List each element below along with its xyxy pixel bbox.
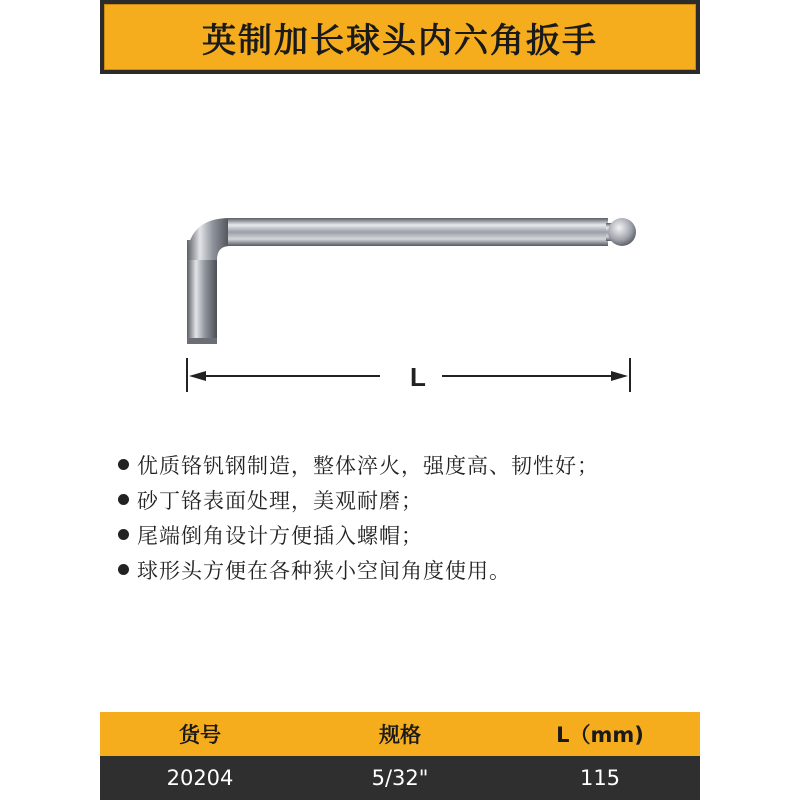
feature-item [118,517,718,552]
feature-text: 球形头方便在各种狭小空间角度使用。 [137,558,511,583]
bullet-icon [118,564,129,575]
hex-key-long-arm [228,218,608,246]
header-spec: 规格 [379,723,421,747]
feature-item [118,482,718,517]
hex-key-illustration [170,200,650,400]
header-length: L（mm) [556,723,644,747]
feature-item [118,447,718,482]
feature-text: 优质铬钒钢制造，整体淬火，强度高、韧性好； [137,453,599,478]
spec-table-header [100,712,700,756]
title-banner [100,0,700,74]
table-row [100,756,700,800]
cell-item-number: 20204 [166,766,234,790]
feature-list [118,447,718,587]
hex-key-ball-end [608,218,636,246]
cell-spec: 5/32" [371,766,429,790]
spec-table [100,712,700,800]
hex-key-bend [187,218,230,260]
feature-text: 尾端倒角设计方便插入螺帽； [137,523,423,548]
dimension-line [187,358,630,392]
feature-item [118,552,718,587]
dimension-label: L [410,362,426,392]
bullet-icon [118,459,129,470]
bullet-icon [118,494,129,505]
page-title: 英制加长球头内六角扳手 [202,20,598,61]
title-banner-inner [104,4,696,70]
feature-text: 砂丁铬表面处理，美观耐磨； [137,488,423,513]
cell-length: 115 [579,766,621,790]
bullet-icon [118,529,129,540]
header-item-number: 货号 [179,723,221,747]
